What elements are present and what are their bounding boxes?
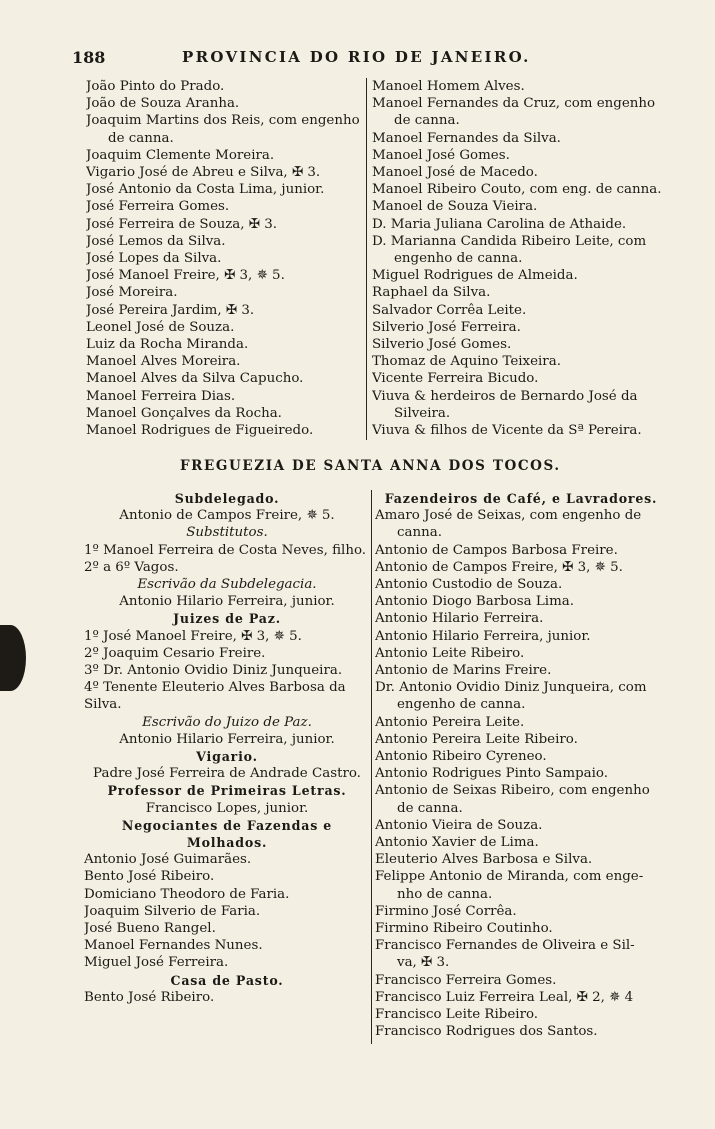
- list-item: Antonio de Campos Barbosa Freire.: [375, 542, 618, 558]
- list-item-continuation: de canna.: [108, 130, 174, 146]
- list-item-continuation: engenho de canna.: [397, 697, 526, 713]
- list-item: Antonio Rodrigues Pinto Sampaio.: [375, 766, 609, 782]
- list-item-continuation: engenho de canna.: [394, 251, 523, 267]
- column-divider-top: [366, 78, 367, 440]
- section-title: FREGUEZIA DE SANTA ANNA DOS TOCOS.: [180, 458, 561, 474]
- list-item: Viuva & filhos de Vicente da Sª Pereira.: [372, 423, 642, 439]
- page-number: 188: [72, 48, 106, 67]
- list-item: José Moreira.: [86, 285, 178, 301]
- list-item: Leonel José de Souza.: [86, 319, 235, 335]
- list-item: Silverio José Ferreira.: [372, 319, 521, 335]
- subsection-heading: Professor de Primeiras Letras.: [107, 783, 347, 799]
- list-item: Bento José Ribeiro.: [84, 869, 215, 885]
- list-item: José Ferreira Gomes.: [86, 199, 230, 215]
- list-item: Antonio Leite Ribeiro.: [375, 645, 525, 661]
- list-item: José Bueno Rangel.: [84, 921, 216, 937]
- list-item: 1º Manoel Ferreira de Costa Neves, filho.: [84, 542, 367, 558]
- list-item: Luiz da Rocha Miranda.: [86, 337, 249, 353]
- list-item: Amaro José de Seixas, com engenho de: [375, 508, 642, 524]
- list-item: Raphael da Silva.: [372, 285, 491, 301]
- list-item: D. Marianna Candida Ribeiro Leite, com: [372, 233, 647, 249]
- list-item: José Ferreira de Souza, ✠ 3.: [86, 216, 278, 232]
- subsection-heading: Negociantes de Fazendas e: [121, 817, 333, 833]
- list-item: Domiciano Theodoro de Faria.: [84, 886, 290, 902]
- list-item: Francisco Ferreira Gomes.: [375, 972, 557, 988]
- list-item-continuation: de canna.: [394, 113, 460, 129]
- subsection-heading: Molhados.: [186, 835, 268, 851]
- running-title: PROVINCIA DO RIO DE JANEIRO.: [182, 48, 531, 66]
- list-item: 4º Tenente Eleuterio Alves Barbosa da: [84, 680, 346, 696]
- list-item: Antonio Diogo Barbosa Lima.: [375, 594, 575, 610]
- subsection-heading: Subdelegado.: [174, 491, 280, 506]
- list-item: 1º José Manoel Freire, ✠ 3, ✵ 5.: [84, 628, 302, 644]
- list-item: 2º Joaquim Cesario Freire.: [84, 645, 266, 661]
- list-item: Antonio Hilario Ferreira, junior.: [119, 731, 335, 747]
- list-item: Vicente Ferreira Bicudo.: [372, 371, 539, 387]
- list-item: Antonio Custodio de Souza.: [375, 577, 563, 593]
- list-item: Antonio de Seixas Ribeiro, com engenho: [375, 783, 650, 799]
- subsection-heading: Juizes de Paz.: [173, 611, 281, 627]
- list-item: Antonio de Campos Freire, ✵ 5.: [119, 508, 335, 524]
- list-item: Antonio Ribeiro Cyreneo.: [375, 749, 547, 765]
- list-item: Antonio de Marins Freire.: [375, 663, 552, 679]
- list-item: Antonio José Guimarães.: [84, 852, 252, 868]
- list-item: Manoel José de Macedo.: [372, 165, 538, 181]
- list-item: Silverio José Gomes.: [372, 337, 512, 353]
- list-item: Manoel Fernandes Nunes.: [84, 938, 263, 954]
- list-item: João Pinto do Prado.: [86, 79, 225, 94]
- bottom-right-column: [375, 490, 667, 1041]
- list-item: Francisco Luiz Ferreira Leal, ✠ 2, ✵ 4: [375, 989, 634, 1005]
- list-item: Joaquim Martins dos Reis, com engenho: [86, 113, 360, 129]
- list-item: D. Maria Juliana Carolina de Athaide.: [372, 216, 627, 232]
- top-left-column: [86, 78, 364, 439]
- list-item: Manoel Rodrigues de Figueiredo.: [86, 423, 314, 439]
- list-item: Antonio Pereira Leite.: [375, 714, 525, 730]
- list-item: Antonio Hilario Ferreira, junior.: [375, 628, 591, 644]
- list-item: Antonio de Campos Freire, ✠ 3, ✵ 5.: [375, 559, 623, 575]
- list-item: Manoel de Souza Vieira.: [372, 199, 538, 215]
- list-item: Antonio Vieira de Souza.: [375, 817, 543, 833]
- list-item: Manoel Alves Moreira.: [86, 354, 241, 370]
- subsection-heading: Casa de Pasto.: [170, 972, 284, 988]
- list-item: 3º Dr. Antonio Ovidio Diniz Junqueira.: [84, 663, 343, 679]
- list-item: Manoel Alves da Silva Capucho.: [86, 371, 304, 387]
- list-item: Francisco Leite Ribeiro.: [375, 1007, 539, 1023]
- list-item: José Lemos da Silva.: [86, 233, 226, 249]
- list-item: José Lopes da Silva.: [86, 251, 222, 267]
- list-item: Manoel Gonçalves da Rocha.: [86, 405, 282, 421]
- list-item: Bento José Ribeiro.: [84, 989, 215, 1005]
- list-item-continuation: Silva.: [84, 697, 122, 713]
- list-item: Antonio Xavier de Lima.: [375, 835, 539, 851]
- column-divider-bottom: [371, 490, 372, 1044]
- list-item: Eleuterio Alves Barbosa e Silva.: [375, 852, 593, 868]
- list-item-continuation: Silveira.: [394, 405, 451, 421]
- top-right-column: [372, 78, 664, 439]
- list-item: José Manoel Freire, ✠ 3, ✵ 5.: [86, 268, 285, 284]
- list-item: Miguel José Ferreira.: [84, 955, 229, 971]
- list-item: Felippe Antonio de Miranda, com enge-: [375, 869, 644, 885]
- list-item: Manoel Fernandes da Silva.: [372, 130, 561, 146]
- list-item: 2º a 6º Vagos.: [84, 559, 179, 575]
- subsection-heading: Escrivão da Subdelegacia.: [137, 577, 317, 593]
- list-item: Vigario José de Abreu e Silva, ✠ 3.: [86, 165, 321, 181]
- list-item: Francisco Rodrigues dos Santos.: [375, 1024, 598, 1040]
- list-item: Miguel Rodrigues de Almeida.: [372, 268, 578, 284]
- list-item: Salvador Corrêa Leite.: [372, 302, 527, 318]
- list-item-continuation: va, ✠ 3.: [397, 955, 450, 971]
- list-item: Antonio Hilario Ferreira, junior.: [119, 594, 335, 610]
- page-header: [72, 48, 662, 70]
- list-item: José Pereira Jardim, ✠ 3.: [86, 302, 255, 318]
- list-item: Firmino José Corrêa.: [375, 903, 517, 919]
- list-item-continuation: nho de canna.: [397, 886, 493, 902]
- list-item: Antonio Pereira Leite Ribeiro.: [375, 731, 578, 747]
- list-item: Firmino Ribeiro Coutinho.: [375, 921, 553, 937]
- list-item: Antonio Hilario Ferreira.: [375, 611, 544, 627]
- subsection-heading: Vigario.: [196, 749, 258, 765]
- page-edge-blot: [0, 625, 26, 691]
- list-item: Dr. Antonio Ovidio Diniz Junqueira, com: [375, 680, 647, 696]
- bottom-left-column: [84, 490, 370, 1006]
- list-item: Padre José Ferreira de Andrade Castro.: [93, 766, 361, 782]
- subsection-heading: Fazendeiros de Café, e Lavradores.: [384, 491, 658, 506]
- list-item: Joaquim Silverio de Faria.: [84, 903, 261, 919]
- list-item: Francisco Fernandes de Oliveira e Sil-: [375, 938, 635, 954]
- subsection-heading: Substitutos.: [186, 525, 268, 541]
- list-item: Manoel Fernandes da Cruz, com engenho: [372, 96, 656, 112]
- list-item: Joaquim Clemente Moreira.: [86, 147, 275, 163]
- list-item: Thomaz de Aquino Teixeira.: [372, 354, 561, 370]
- list-item: Manoel José Gomes.: [372, 147, 510, 163]
- list-item: Viuva & herdeiros de Bernardo José da: [372, 388, 638, 404]
- list-item-continuation: de canna.: [397, 800, 463, 816]
- list-item: Manoel Ferreira Dias.: [86, 388, 236, 404]
- list-item: João de Souza Aranha.: [86, 96, 240, 112]
- list-item: Francisco Lopes, junior.: [145, 800, 309, 816]
- list-item: José Antonio da Costa Lima, junior.: [86, 182, 325, 198]
- subsection-heading: Escrivão do Juizo de Paz.: [142, 714, 312, 730]
- list-item: Manoel Ribeiro Couto, com eng. de canna.: [372, 182, 662, 198]
- list-item-continuation: canna.: [397, 525, 442, 541]
- list-item: Manoel Homem Alves.: [372, 79, 525, 94]
